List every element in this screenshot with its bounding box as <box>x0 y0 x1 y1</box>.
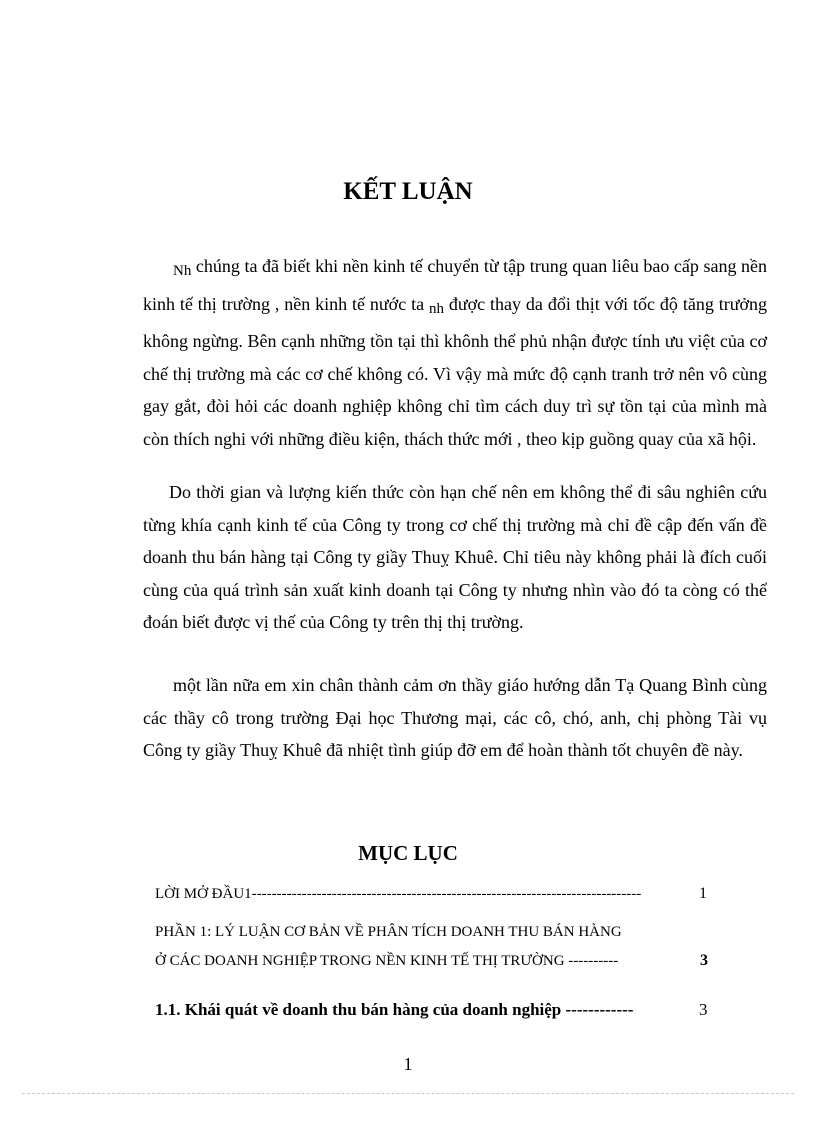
toc-entry-intro[interactable]: LỜI MỞ ĐẦU1------------------------------------------------------------------------------ <box>155 886 642 902</box>
paragraph-1-part-2: chúng ta đã biết khi nền kinh tế chuyển từ tập trung quan liêu bao cấp sang nền kinh tế thị trường , nền kinh tế nước ta <box>143 256 767 314</box>
toc-entry-part1-line2[interactable]: Ở CÁC DOANH NGHIỆP TRONG NỀN KINH TẾ THỊ TRƯỜNG ---------- <box>155 953 619 969</box>
paragraph-2: Do thời gian và lượng kiến thức còn hạn chế nên em không thể đi sâu nghiên cứu từng khía cạnh kinh tế của Công ty trong cơ chế thị trường mà chỉ đề cập đến vấn đề doanh thu bán hàng tại Công ty giầy Thuỵ Khuê. Chỉ tiêu này không phải là đích cuối cùng của quá trình sản xuất kinh doanh tại Công ty nhưng nhìn vào đó ta còng có thể đoán biết được vị thế của Công ty trên thị thị trường. <box>143 482 767 632</box>
toc-entry-part1-line1[interactable]: PHẦN 1: LÝ LUẬN CƠ BẢN VỀ PHÂN TÍCH DOANH THU BÁN HÀNG <box>155 924 622 940</box>
page-bottom-divider <box>22 1093 794 1094</box>
toc-entry-1-1[interactable]: 1.1. Khái quát về doanh thu bán hàng của doanh nghiệp ------------ <box>155 1000 634 1019</box>
paragraph-3: một lần nữa em xin chân thành cảm ơn thầy giáo hướng dẫn Tạ Quang Bình cùng các thầy cô trong trường Đại học Thương mại, các cô, chó, anh, chị phòng Tài vụ Công ty giầy Thuỵ Khuê đã nhiệt tình giúp đỡ em để hoàn thành tốt chuyên đề này. <box>143 675 767 760</box>
paragraph-1-part-4: được thay da đổi thịt với tốc độ tăng trưởng không ngừng. Bên cạnh những tồn tại thì khônh thể phủ nhận được tính ưu việt của cơ chế thị trường mà các cơ chế không có. Vì vậy mà mức độ cạnh tranh trở nên vô cùng gay gắt, đòi hỏi các doanh nghiệp không chỉ tìm cách duy trì sự tồn tại của mình mà còn thích nghi với những điều kiện, thách thức mới , theo kịp guồng quay của xã hội. <box>143 293 767 449</box>
toc-entry-intro-page[interactable]: 1 <box>699 885 707 902</box>
toc-title: MỤC LỤC <box>358 841 458 865</box>
page-title: KẾT LUẬN <box>343 178 473 205</box>
paragraph-1-part-1: Nh <box>173 263 192 279</box>
paragraph-1-part-3: nh <box>428 300 444 317</box>
page-number: 1 <box>403 1054 413 1074</box>
paragraph-1 <box>143 250 767 455</box>
toc-entry-1-1-page[interactable]: 3 <box>699 1000 708 1019</box>
toc-entry-part1-page[interactable]: 3 <box>700 952 708 969</box>
